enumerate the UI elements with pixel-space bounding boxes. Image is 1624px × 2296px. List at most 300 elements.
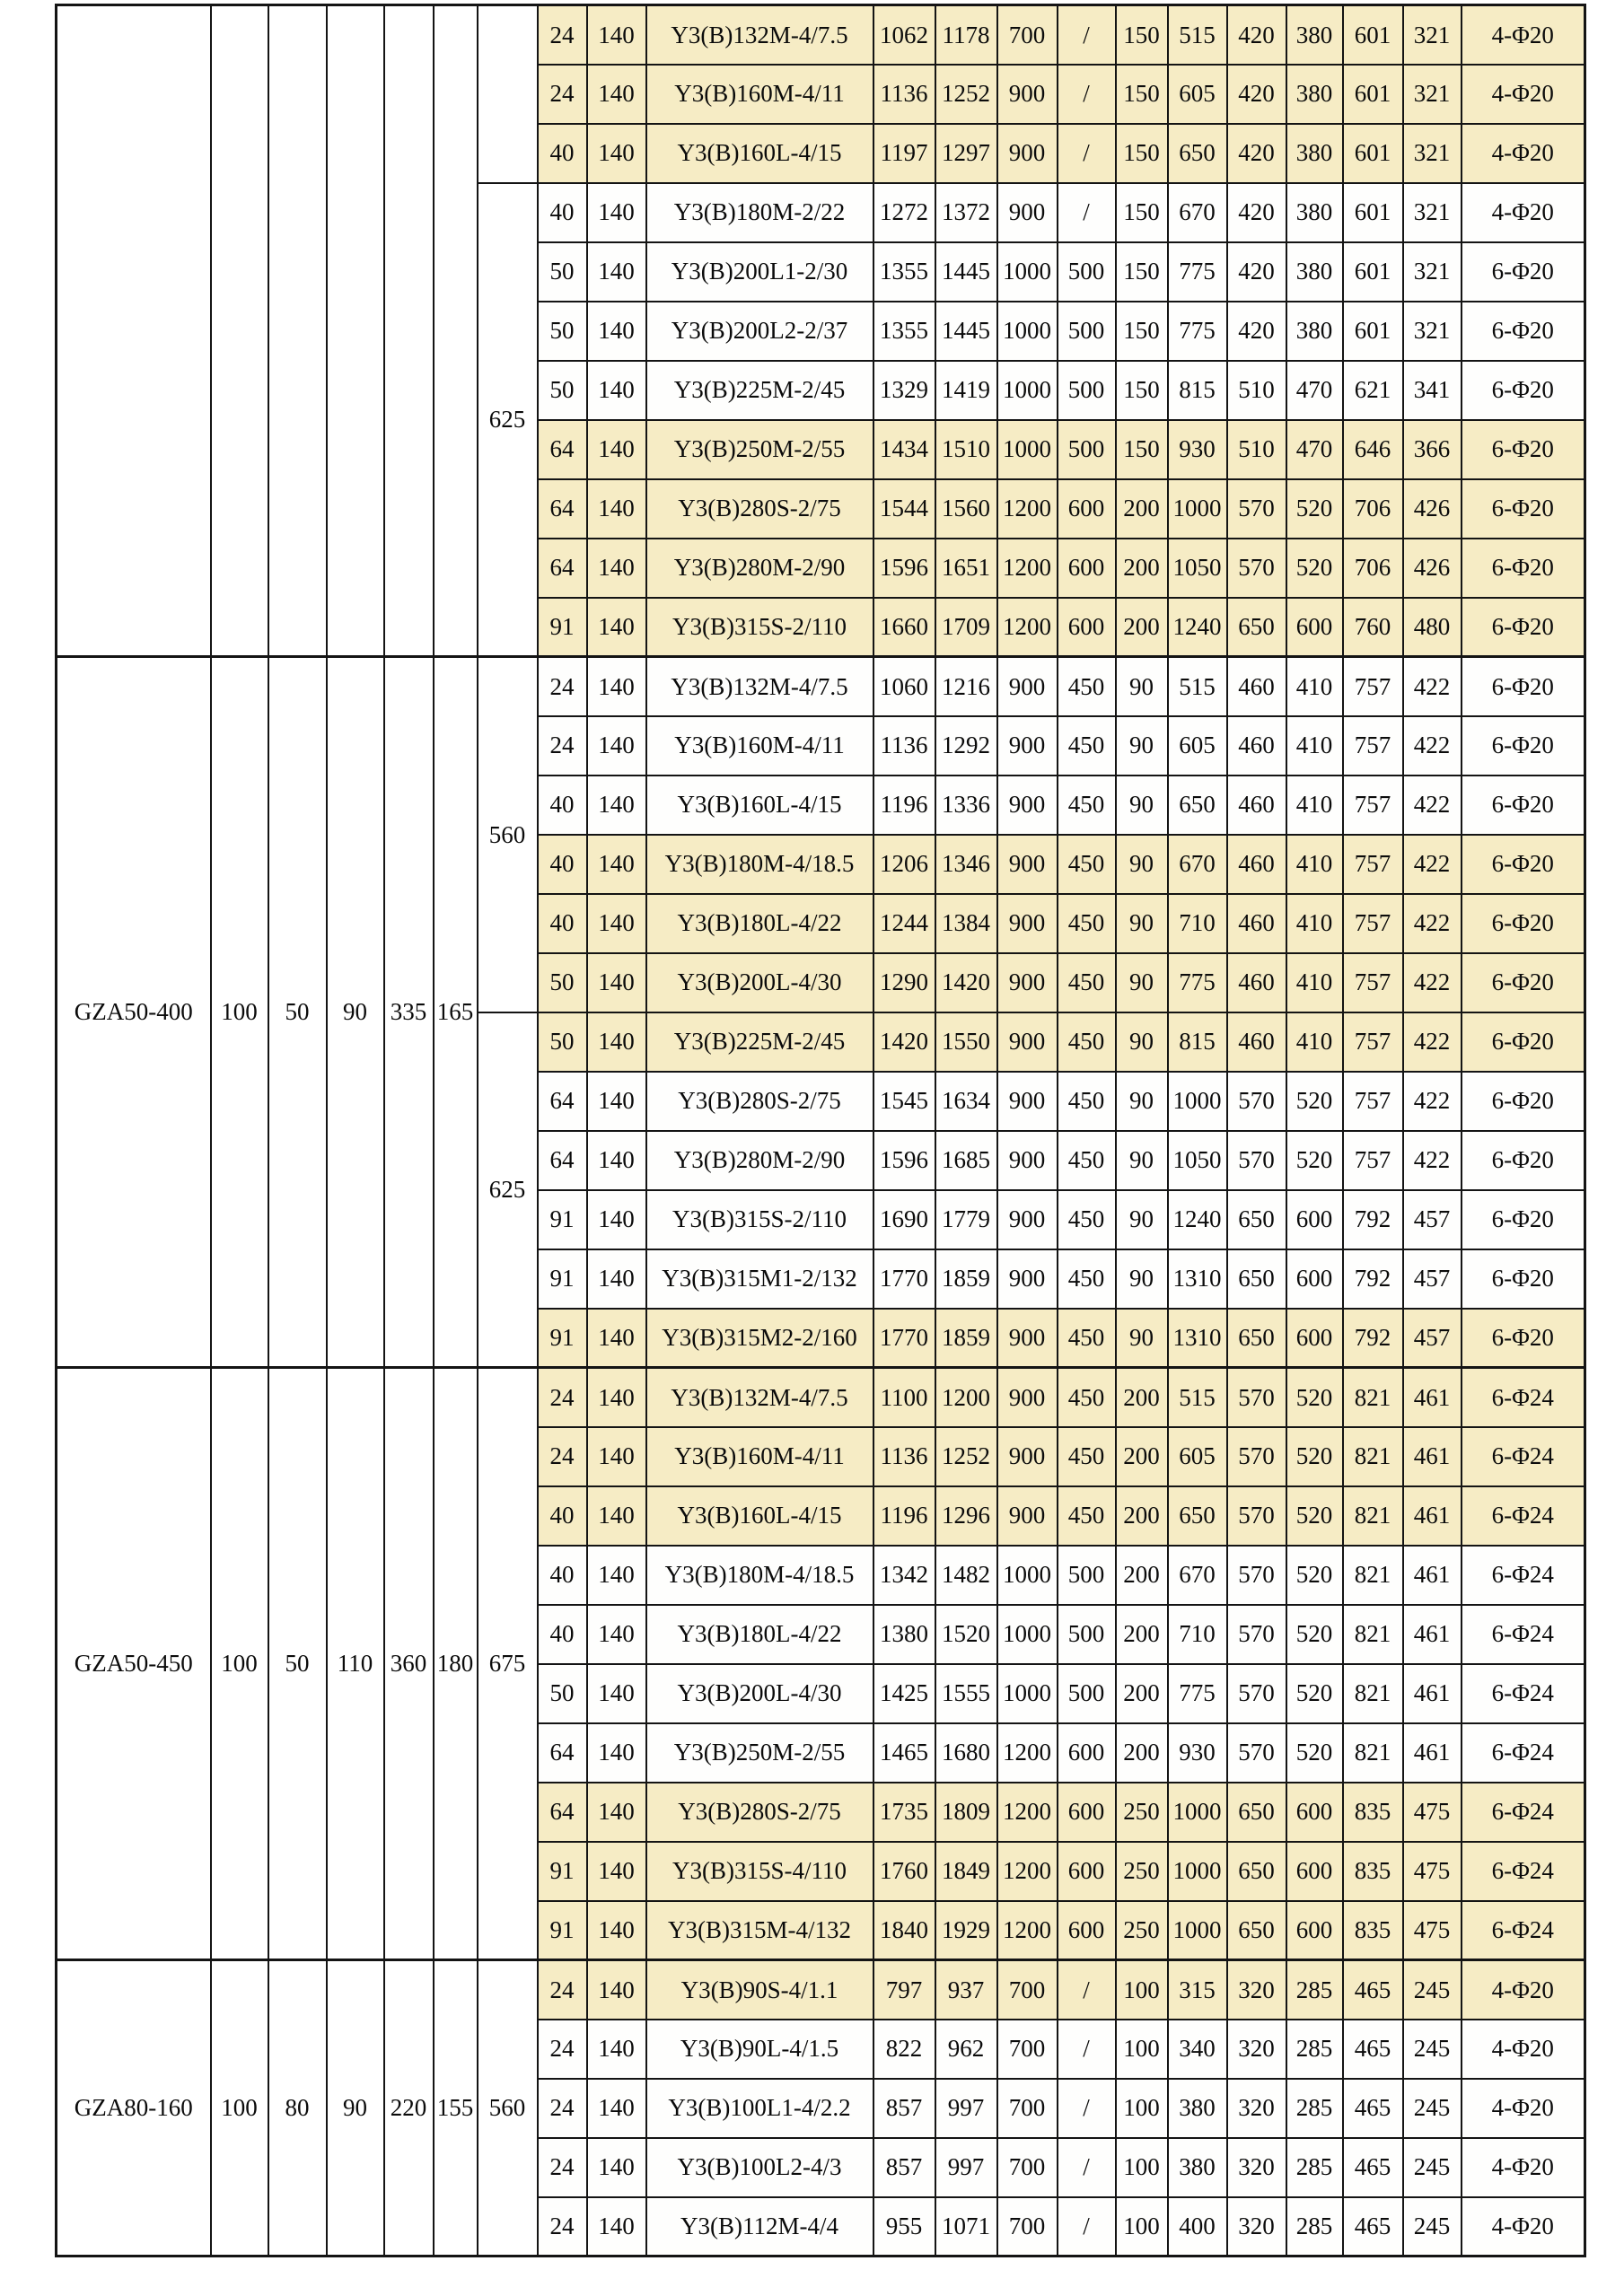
- cell-col5: 1859: [935, 1309, 997, 1368]
- cell-col4: 797: [873, 1960, 935, 2020]
- pump-param-cell-3: 90: [327, 657, 384, 1368]
- cell-col1: 91: [538, 1309, 587, 1368]
- cell-col10: 420: [1227, 302, 1286, 361]
- group-label-cell: 675: [478, 1368, 538, 1960]
- cell-col4: 1465: [873, 1723, 935, 1783]
- bolt-spec-cell: 6-Φ20: [1462, 1012, 1585, 1072]
- cell-col2: 140: [587, 1309, 646, 1368]
- cell-col9: 670: [1168, 835, 1227, 894]
- cell-col12: 465: [1343, 1960, 1403, 2020]
- cell-col7: 450: [1058, 1072, 1116, 1131]
- cell-col13: 366: [1403, 420, 1462, 479]
- cell-col5: 1520: [935, 1605, 997, 1664]
- bolt-spec-cell: 4-Φ20: [1462, 2138, 1585, 2197]
- cell-col12: 601: [1343, 183, 1403, 242]
- cell-col6: 900: [997, 1249, 1058, 1309]
- cell-col12: 465: [1343, 2079, 1403, 2138]
- cell-col6: 900: [997, 65, 1058, 124]
- cell-col9: 650: [1168, 1486, 1227, 1546]
- pump-model-cell: GZA50-400: [57, 657, 211, 1368]
- cell-col9: 775: [1168, 242, 1227, 302]
- cell-col8: 200: [1116, 1368, 1168, 1427]
- group-label-cell: 560: [478, 1960, 538, 2257]
- cell-col8: 100: [1116, 2197, 1168, 2257]
- table-row: [57, 1368, 1585, 1427]
- cell-col10: 460: [1227, 894, 1286, 953]
- bolt-spec-cell: 6-Φ20: [1462, 894, 1585, 953]
- cell-col7: /: [1058, 65, 1116, 124]
- cell-col13: 321: [1403, 242, 1462, 302]
- cell-col2: 140: [587, 302, 646, 361]
- cell-col11: 285: [1286, 1960, 1343, 2020]
- cell-col4: 1596: [873, 1131, 935, 1190]
- cell-col8: 90: [1116, 776, 1168, 835]
- cell-col4: 1434: [873, 420, 935, 479]
- cell-col2: 140: [587, 1960, 646, 2020]
- cell-col7: 450: [1058, 1190, 1116, 1249]
- cell-col2: 140: [587, 598, 646, 657]
- cell-col6: 1200: [997, 539, 1058, 598]
- pump-param-cell-3: 110: [327, 1368, 384, 1960]
- bolt-spec-cell: 4-Φ20: [1462, 2020, 1585, 2079]
- cell-col8: 150: [1116, 242, 1168, 302]
- cell-col7: /: [1058, 2079, 1116, 2138]
- cell-col11: 410: [1286, 953, 1343, 1012]
- cell-col6: 900: [997, 1486, 1058, 1546]
- cell-col2: 140: [587, 1072, 646, 1131]
- pump-param-cell-5: 165: [434, 657, 478, 1368]
- cell-col7: 600: [1058, 539, 1116, 598]
- cell-col7: 500: [1058, 1605, 1116, 1664]
- cell-col13: 422: [1403, 716, 1462, 776]
- motor-model-cell: Y3(B)280S-2/75: [646, 479, 873, 539]
- cell-col7: 450: [1058, 716, 1116, 776]
- cell-col4: 1196: [873, 776, 935, 835]
- cell-col1: 40: [538, 894, 587, 953]
- cell-col13: 422: [1403, 657, 1462, 716]
- cell-col11: 380: [1286, 5, 1343, 65]
- cell-col8: 200: [1116, 1605, 1168, 1664]
- cell-col6: 900: [997, 1427, 1058, 1486]
- motor-model-cell: Y3(B)160L-4/15: [646, 776, 873, 835]
- cell-col11: 380: [1286, 302, 1343, 361]
- cell-col9: 340: [1168, 2020, 1227, 2079]
- bolt-spec-cell: 6-Φ20: [1462, 1072, 1585, 1131]
- cell-col11: 600: [1286, 1783, 1343, 1842]
- cell-col5: 1709: [935, 598, 997, 657]
- table-row: [57, 5, 1585, 65]
- cell-col12: 601: [1343, 65, 1403, 124]
- motor-model-cell: Y3(B)160L-4/15: [646, 1486, 873, 1546]
- cell-col5: 1482: [935, 1546, 997, 1605]
- cell-col1: 24: [538, 657, 587, 716]
- cell-col11: 520: [1286, 479, 1343, 539]
- cell-col4: 1136: [873, 65, 935, 124]
- bolt-spec-cell: 6-Φ20: [1462, 361, 1585, 420]
- cell-col10: 460: [1227, 776, 1286, 835]
- cell-col11: 380: [1286, 65, 1343, 124]
- cell-col13: 422: [1403, 835, 1462, 894]
- motor-model-cell: Y3(B)112M-4/4: [646, 2197, 873, 2257]
- cell-col12: 757: [1343, 1012, 1403, 1072]
- cell-col11: 600: [1286, 1309, 1343, 1368]
- cell-col5: 1555: [935, 1664, 997, 1723]
- cell-col6: 700: [997, 2197, 1058, 2257]
- cell-col1: 24: [538, 2197, 587, 2257]
- cell-col11: 600: [1286, 1190, 1343, 1249]
- motor-model-cell: Y3(B)280M-2/90: [646, 1131, 873, 1190]
- cell-col8: 90: [1116, 894, 1168, 953]
- cell-col7: 450: [1058, 776, 1116, 835]
- cell-col7: 450: [1058, 1012, 1116, 1072]
- cell-col12: 601: [1343, 242, 1403, 302]
- cell-col2: 140: [587, 479, 646, 539]
- cell-col2: 140: [587, 1723, 646, 1783]
- cell-col8: 90: [1116, 1249, 1168, 1309]
- cell-col1: 50: [538, 1012, 587, 1072]
- cell-col5: 1297: [935, 124, 997, 183]
- cell-col7: 600: [1058, 1901, 1116, 1960]
- motor-model-cell: Y3(B)315M2-2/160: [646, 1309, 873, 1368]
- cell-col2: 140: [587, 1368, 646, 1427]
- motor-model-cell: Y3(B)90S-4/1.1: [646, 1960, 873, 2020]
- cell-col1: 24: [538, 65, 587, 124]
- cell-col10: 650: [1227, 1783, 1286, 1842]
- bolt-spec-cell: 6-Φ20: [1462, 1190, 1585, 1249]
- bolt-spec-cell: 6-Φ20: [1462, 539, 1585, 598]
- cell-col5: 1445: [935, 242, 997, 302]
- cell-col1: 50: [538, 242, 587, 302]
- cell-col11: 520: [1286, 1723, 1343, 1783]
- cell-col1: 40: [538, 183, 587, 242]
- cell-col6: 1200: [997, 1842, 1058, 1901]
- cell-col8: 90: [1116, 1072, 1168, 1131]
- cell-col1: 91: [538, 1249, 587, 1309]
- cell-col11: 380: [1286, 183, 1343, 242]
- cell-col6: 1200: [997, 598, 1058, 657]
- cell-col4: 1290: [873, 953, 935, 1012]
- cell-col11: 410: [1286, 894, 1343, 953]
- cell-col7: 600: [1058, 1723, 1116, 1783]
- cell-col7: /: [1058, 5, 1116, 65]
- cell-col12: 757: [1343, 835, 1403, 894]
- cell-col10: 320: [1227, 2020, 1286, 2079]
- cell-col1: 24: [538, 1427, 587, 1486]
- cell-col1: 64: [538, 1723, 587, 1783]
- cell-col5: 1296: [935, 1486, 997, 1546]
- cell-col4: 1735: [873, 1783, 935, 1842]
- cell-col6: 700: [997, 2138, 1058, 2197]
- cell-col8: 100: [1116, 2020, 1168, 2079]
- cell-col13: 321: [1403, 65, 1462, 124]
- cell-col2: 140: [587, 1131, 646, 1190]
- bolt-spec-cell: 6-Φ20: [1462, 1131, 1585, 1190]
- pump-param-cell-5: 155: [434, 1960, 478, 2257]
- cell-col10: 570: [1227, 1605, 1286, 1664]
- cell-col12: 465: [1343, 2138, 1403, 2197]
- cell-col12: 835: [1343, 1901, 1403, 1960]
- cell-col11: 520: [1286, 1546, 1343, 1605]
- cell-col2: 140: [587, 835, 646, 894]
- cell-col10: 420: [1227, 5, 1286, 65]
- cell-col6: 900: [997, 1012, 1058, 1072]
- cell-col12: 821: [1343, 1605, 1403, 1664]
- cell-col5: 1200: [935, 1368, 997, 1427]
- cell-col2: 140: [587, 1190, 646, 1249]
- bolt-spec-cell: 6-Φ20: [1462, 302, 1585, 361]
- cell-col13: 461: [1403, 1605, 1462, 1664]
- cell-col12: 757: [1343, 894, 1403, 953]
- bolt-spec-cell: 6-Φ20: [1462, 598, 1585, 657]
- cell-col12: 821: [1343, 1723, 1403, 1783]
- cell-col13: 422: [1403, 953, 1462, 1012]
- cell-col13: 422: [1403, 1012, 1462, 1072]
- cell-col10: 650: [1227, 1901, 1286, 1960]
- cell-col10: 650: [1227, 1309, 1286, 1368]
- cell-col12: 601: [1343, 5, 1403, 65]
- cell-col8: 150: [1116, 5, 1168, 65]
- cell-col2: 140: [587, 2020, 646, 2079]
- cell-col13: 475: [1403, 1783, 1462, 1842]
- cell-col5: 1779: [935, 1190, 997, 1249]
- cell-col5: 997: [935, 2138, 997, 2197]
- cell-col9: 1000: [1168, 1842, 1227, 1901]
- cell-col2: 140: [587, 1664, 646, 1723]
- cell-col11: 285: [1286, 2020, 1343, 2079]
- cell-col10: 320: [1227, 2138, 1286, 2197]
- cell-col12: 757: [1343, 657, 1403, 716]
- cell-col2: 140: [587, 2138, 646, 2197]
- cell-col11: 520: [1286, 1427, 1343, 1486]
- cell-col9: 1000: [1168, 479, 1227, 539]
- cell-col11: 600: [1286, 1249, 1343, 1309]
- pump-param-cell-1: 100: [211, 1960, 268, 2257]
- cell-col10: 570: [1227, 1072, 1286, 1131]
- table-row: [57, 657, 1585, 716]
- cell-col13: 245: [1403, 2020, 1462, 2079]
- cell-col5: 1252: [935, 1427, 997, 1486]
- cell-col12: 465: [1343, 2197, 1403, 2257]
- cell-col6: 900: [997, 953, 1058, 1012]
- cell-col11: 410: [1286, 835, 1343, 894]
- cell-col6: 900: [997, 183, 1058, 242]
- cell-col6: 900: [997, 1072, 1058, 1131]
- bolt-spec-cell: 4-Φ20: [1462, 65, 1585, 124]
- cell-col10: 570: [1227, 539, 1286, 598]
- cell-col5: 1685: [935, 1131, 997, 1190]
- cell-col5: 937: [935, 1960, 997, 2020]
- cell-col4: 1660: [873, 598, 935, 657]
- cell-col10: 650: [1227, 1190, 1286, 1249]
- cell-col9: 930: [1168, 1723, 1227, 1783]
- cell-col6: 900: [997, 716, 1058, 776]
- cell-col9: 1310: [1168, 1249, 1227, 1309]
- cell-col6: 700: [997, 2079, 1058, 2138]
- cell-col1: 91: [538, 1901, 587, 1960]
- cell-col10: 460: [1227, 953, 1286, 1012]
- motor-model-cell: Y3(B)180M-2/22: [646, 183, 873, 242]
- cell-col8: 100: [1116, 2138, 1168, 2197]
- cell-col9: 605: [1168, 65, 1227, 124]
- cell-col9: 1310: [1168, 1309, 1227, 1368]
- cell-col4: 1197: [873, 124, 935, 183]
- cell-col1: 64: [538, 539, 587, 598]
- bolt-spec-cell: 4-Φ20: [1462, 1960, 1585, 2020]
- motor-model-cell: Y3(B)280S-2/75: [646, 1072, 873, 1131]
- cell-col12: 601: [1343, 124, 1403, 183]
- cell-col2: 140: [587, 124, 646, 183]
- motor-model-cell: Y3(B)280M-2/90: [646, 539, 873, 598]
- cell-col4: 1136: [873, 716, 935, 776]
- cell-col7: 500: [1058, 420, 1116, 479]
- cell-col4: 1206: [873, 835, 935, 894]
- cell-col7: /: [1058, 2020, 1116, 2079]
- cell-col4: 1420: [873, 1012, 935, 1072]
- pump-param-cell-4: 360: [384, 1368, 434, 1960]
- cell-col13: 321: [1403, 183, 1462, 242]
- cell-col2: 140: [587, 1605, 646, 1664]
- cell-col8: 90: [1116, 657, 1168, 716]
- cell-col11: 520: [1286, 1072, 1343, 1131]
- cell-col2: 140: [587, 1546, 646, 1605]
- cell-col8: 200: [1116, 598, 1168, 657]
- cell-col12: 757: [1343, 1131, 1403, 1190]
- cell-col12: 465: [1343, 2020, 1403, 2079]
- bolt-spec-cell: 6-Φ20: [1462, 657, 1585, 716]
- pump-param-cell-2: 50: [268, 657, 327, 1368]
- cell-col7: 500: [1058, 242, 1116, 302]
- cell-col2: 140: [587, 2079, 646, 2138]
- cell-col12: 792: [1343, 1190, 1403, 1249]
- bolt-spec-cell: 6-Φ24: [1462, 1723, 1585, 1783]
- cell-col4: 1544: [873, 479, 935, 539]
- pump-param-cell-4: 220: [384, 1960, 434, 2257]
- cell-col11: 285: [1286, 2138, 1343, 2197]
- cell-col5: 1849: [935, 1842, 997, 1901]
- cell-col13: 457: [1403, 1309, 1462, 1368]
- cell-col10: 420: [1227, 242, 1286, 302]
- cell-col9: 515: [1168, 5, 1227, 65]
- bolt-spec-cell: 6-Φ24: [1462, 1546, 1585, 1605]
- cell-col6: 900: [997, 1309, 1058, 1368]
- bolt-spec-cell: 6-Φ24: [1462, 1783, 1585, 1842]
- cell-col9: 605: [1168, 1427, 1227, 1486]
- bolt-spec-cell: 4-Φ20: [1462, 5, 1585, 65]
- cell-col12: 760: [1343, 598, 1403, 657]
- cell-col13: 475: [1403, 1901, 1462, 1960]
- motor-model-cell: Y3(B)100L1-4/2.2: [646, 2079, 873, 2138]
- cell-col1: 50: [538, 361, 587, 420]
- motor-model-cell: Y3(B)132M-4/7.5: [646, 1368, 873, 1427]
- pump-spec-table: [55, 4, 1586, 2257]
- cell-col2: 140: [587, 1842, 646, 1901]
- cell-col8: 90: [1116, 1131, 1168, 1190]
- cell-col6: 700: [997, 5, 1058, 65]
- cell-col5: 1336: [935, 776, 997, 835]
- cell-col13: 461: [1403, 1427, 1462, 1486]
- pump-param-cell-1: [211, 5, 268, 657]
- cell-col13: 321: [1403, 124, 1462, 183]
- cell-col8: 90: [1116, 953, 1168, 1012]
- cell-col5: 962: [935, 2020, 997, 2079]
- cell-col1: 64: [538, 1072, 587, 1131]
- cell-col6: 900: [997, 124, 1058, 183]
- pump-param-cell-5: [434, 5, 478, 657]
- cell-col9: 930: [1168, 420, 1227, 479]
- cell-col9: 315: [1168, 1960, 1227, 2020]
- cell-col1: 64: [538, 1131, 587, 1190]
- motor-model-cell: Y3(B)225M-2/45: [646, 1012, 873, 1072]
- cell-col9: 1000: [1168, 1783, 1227, 1842]
- cell-col10: 320: [1227, 2079, 1286, 2138]
- cell-col11: 410: [1286, 1012, 1343, 1072]
- motor-model-cell: Y3(B)160M-4/11: [646, 716, 873, 776]
- cell-col5: 1420: [935, 953, 997, 1012]
- cell-col7: 450: [1058, 894, 1116, 953]
- cell-col9: 815: [1168, 1012, 1227, 1072]
- motor-model-cell: Y3(B)180L-4/22: [646, 894, 873, 953]
- cell-col10: 510: [1227, 361, 1286, 420]
- cell-col1: 50: [538, 953, 587, 1012]
- cell-col2: 140: [587, 716, 646, 776]
- cell-col6: 1000: [997, 361, 1058, 420]
- pump-model-cell: [57, 5, 211, 657]
- cell-col13: 422: [1403, 894, 1462, 953]
- cell-col4: 1136: [873, 1427, 935, 1486]
- cell-col2: 140: [587, 1486, 646, 1546]
- cell-col10: 650: [1227, 1842, 1286, 1901]
- cell-col7: 500: [1058, 302, 1116, 361]
- cell-col11: 520: [1286, 1664, 1343, 1723]
- cell-col10: 650: [1227, 1249, 1286, 1309]
- cell-col9: 1050: [1168, 539, 1227, 598]
- cell-col7: 450: [1058, 1131, 1116, 1190]
- cell-col8: 90: [1116, 716, 1168, 776]
- cell-col2: 140: [587, 1783, 646, 1842]
- cell-col13: 457: [1403, 1249, 1462, 1309]
- cell-col7: /: [1058, 2197, 1116, 2257]
- cell-col13: 426: [1403, 539, 1462, 598]
- cell-col4: 1760: [873, 1842, 935, 1901]
- cell-col10: 650: [1227, 598, 1286, 657]
- cell-col4: 857: [873, 2138, 935, 2197]
- cell-col11: 520: [1286, 1368, 1343, 1427]
- bolt-spec-cell: 6-Φ20: [1462, 242, 1585, 302]
- cell-col4: 1425: [873, 1664, 935, 1723]
- motor-model-cell: Y3(B)180M-4/18.5: [646, 835, 873, 894]
- cell-col12: 821: [1343, 1427, 1403, 1486]
- bolt-spec-cell: 6-Φ20: [1462, 716, 1585, 776]
- bolt-spec-cell: 4-Φ20: [1462, 183, 1585, 242]
- cell-col5: 1071: [935, 2197, 997, 2257]
- cell-col9: 650: [1168, 776, 1227, 835]
- motor-model-cell: Y3(B)315M1-2/132: [646, 1249, 873, 1309]
- cell-col13: 461: [1403, 1368, 1462, 1427]
- cell-col4: 1840: [873, 1901, 935, 1960]
- cell-col7: 600: [1058, 479, 1116, 539]
- cell-col2: 140: [587, 420, 646, 479]
- bolt-spec-cell: 6-Φ20: [1462, 420, 1585, 479]
- cell-col11: 470: [1286, 420, 1343, 479]
- cell-col1: 40: [538, 776, 587, 835]
- cell-col12: 646: [1343, 420, 1403, 479]
- cell-col12: 757: [1343, 953, 1403, 1012]
- cell-col8: 90: [1116, 1012, 1168, 1072]
- pump-param-cell-2: 80: [268, 1960, 327, 2257]
- cell-col2: 140: [587, 1901, 646, 1960]
- cell-col6: 900: [997, 835, 1058, 894]
- cell-col6: 900: [997, 1368, 1058, 1427]
